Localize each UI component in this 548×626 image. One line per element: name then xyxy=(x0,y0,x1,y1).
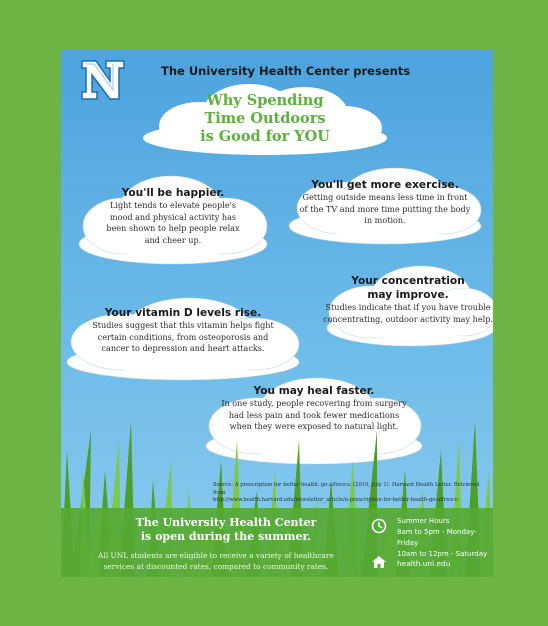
benefit-line: Studies indicate that if you have trouble xyxy=(325,302,491,312)
benefit-line: Light tends to elevate people's xyxy=(109,200,236,210)
footer-desc-line: All UNL students are eligible to receive a variety of healthcare xyxy=(98,551,334,560)
benefit-line: cancer to depression and heart attacks. xyxy=(101,343,265,353)
benefit-heading: You'll be happier. xyxy=(121,187,225,199)
university-n-logo xyxy=(79,58,127,102)
benefit-line: in motion. xyxy=(364,215,406,225)
source-line: Source: A prescription for better health: go alfresco. (2010, July 1). Harvard Health Letter. Retrieved from xyxy=(213,482,480,496)
benefit-cloud-exercise xyxy=(285,164,485,248)
footer-banner xyxy=(61,508,493,577)
benefit-heading: You'll get more exercise. xyxy=(311,179,459,191)
benefit-line: mood and physical activity has xyxy=(109,211,237,222)
footer-description xyxy=(75,550,357,572)
benefit-heading: may improve. xyxy=(367,289,449,301)
benefit-cloud-concentration xyxy=(323,262,493,350)
website-link[interactable]: health.unl.edu xyxy=(397,559,451,568)
benefit-line: of the TV and more time putting the body xyxy=(299,203,471,214)
benefit-line: Studies suggest that this vitamin helps fight xyxy=(92,320,274,330)
source-citation xyxy=(213,482,489,505)
footer-title xyxy=(101,516,351,544)
benefit-line: when they were exposed to natural light. xyxy=(229,421,399,431)
benefit-line: been shown to help people relax xyxy=(106,223,240,233)
presents-line: The University Health Center presents xyxy=(161,64,411,78)
benefit-line: concentrating, outdoor activity may help. xyxy=(323,313,493,324)
footer-title-line: is open during the summer. xyxy=(140,530,312,543)
benefit-cloud-happier xyxy=(75,170,271,268)
benefit-heading: Your concentration xyxy=(351,275,465,287)
summer-hours xyxy=(397,516,493,560)
benefit-line: Getting outside means less time in front xyxy=(302,192,468,202)
footer-title-line: The University Health Center xyxy=(135,516,317,529)
title-line: is Good for YOU xyxy=(200,128,330,145)
benefit-cloud-vitamin-d xyxy=(63,296,303,384)
benefit-line: had less pain and took fewer medications xyxy=(228,409,400,420)
clock-icon xyxy=(371,518,387,534)
hours-saturday: 10am to 12pm - Saturday xyxy=(397,550,488,558)
title-line: Time Outdoors xyxy=(204,110,326,127)
benefit-heading: You may heal faster. xyxy=(253,385,375,397)
poster xyxy=(61,50,493,577)
source-line: http://www.health.harvard.edu/newsletter_article/a-prescription-for-better-health-go-alfresco xyxy=(213,497,459,503)
benefit-line: certain conditions, from osteoporosis and xyxy=(97,331,269,342)
title-cloud xyxy=(139,82,391,158)
hours-title: Summer Hours xyxy=(397,517,450,525)
benefit-line: In one study, people recovering from surgery xyxy=(221,398,407,408)
benefit-line: and cheer up. xyxy=(144,234,202,245)
hours-weekday: 8am to 5pm - Monday-Friday xyxy=(397,528,477,547)
main-title xyxy=(139,92,391,146)
benefit-heading: Your vitamin D levels rise. xyxy=(104,307,262,319)
title-line: Why Spending xyxy=(206,92,324,109)
home-icon xyxy=(371,555,387,569)
footer-desc-line: services at discounted rates, compared to community rates. xyxy=(103,562,329,571)
